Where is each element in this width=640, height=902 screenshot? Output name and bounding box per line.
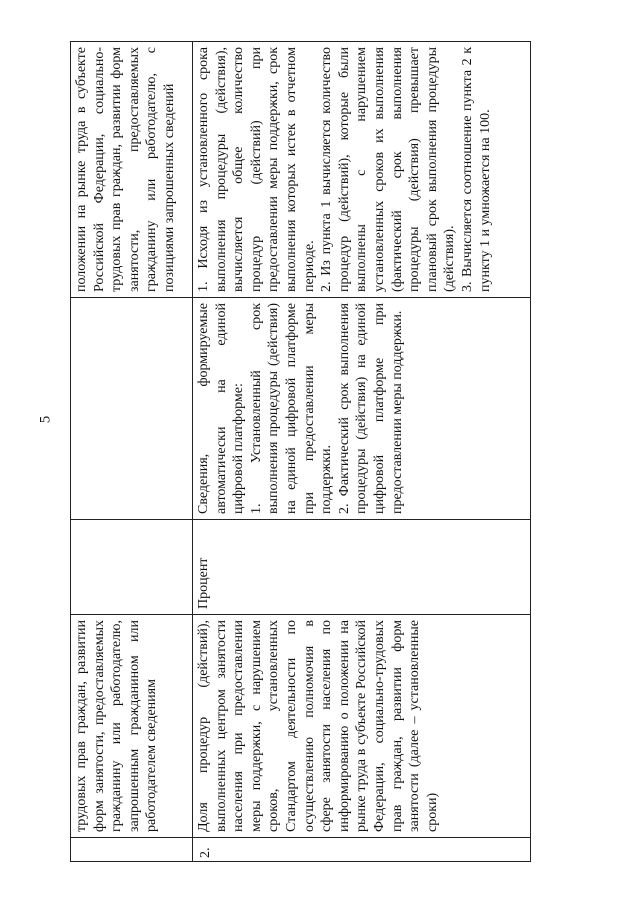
page-number: 5 [37,415,54,424]
methodology-paragraph: 2. Из пункта 1 вычисляется количество процедур (действий), которые были выполнены с нарушением установленных сроков их выполнения (фактический срок выполнения процедуры (действия) превышает плановый срок выполнения процедуры (действия). [319,47,458,292]
indicator-cell: трудовых прав граждан, развитии форм занятости, предоставляемых гражданину или работодателю, запрошенным гражданином или работодателем сведениям [71,615,193,838]
table-row [193,42,531,862]
row-number-cell: 2. [193,838,531,862]
data-source-paragraph: 2. Фактический срок выполнения процедуры (действия) на единой цифровой платформе при предоставлении меры поддержки. [336,303,405,514]
unit-cell [71,520,193,615]
table-row [71,42,193,862]
row-number-cell [71,838,193,862]
indicators-table [70,41,531,862]
methodology-cell [193,42,531,298]
rotated-page-content [70,42,530,862]
methodology-paragraph: 1. Исходя из установленного срока выполнения процедуры (действия), вычисляется общее количество процедур (действий) при предоставлении меры поддержки, срок выполнения которых истек в отчетном периоде. [196,47,317,292]
methodology-paragraph: 3. Вычисляется соотношение пункта 2 к пункту 1 и умножается на 100. [459,47,493,292]
unit-cell: Процент [193,520,531,615]
data-source-cell [193,298,531,520]
data-source-cell [71,298,193,520]
data-source-paragraph: 1. Установленный срок выполнения процедуры (действия) на единой цифровой платформе при предоставлении меры поддержки. [248,303,335,514]
data-source-paragraph: Сведения, формируемые автоматически на единой цифровой платформе: [196,303,247,514]
methodology-cell: положении на рынке труда в субъекте Российской Федерации, социально-трудовых прав граждан, развитии форм занятости, предоставляемых гражданину или работодателю, с позициями запрошенных сведений [71,42,193,298]
indicator-cell: Доля процедур (действий), выполненных центром занятости населения при предоставлении меры поддержки, с нарушением сроков, установленных Стандартом деятельности по осуществлению полномочия в сфере занятости населения по информированию о положении на рынке труда в субъекте Российской Федерации, социально-трудовых прав граждан, развитии форм занятости (далее – установленные сроки) [193,615,531,838]
